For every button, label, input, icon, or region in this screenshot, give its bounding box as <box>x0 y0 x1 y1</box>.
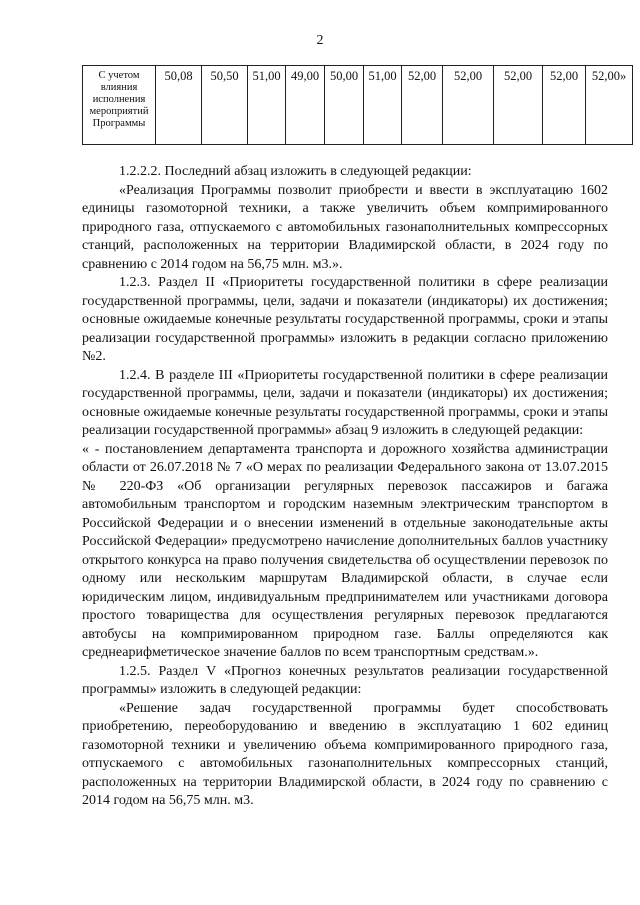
table-cell: 50,00 <box>325 66 364 145</box>
document-body <box>82 163 608 811</box>
table-cell: 52,00» <box>586 66 633 145</box>
paragraph-quote-resolution: « - постановлением департамента транспорта и дорожного хозяйства администрации области от 26.07.2018 № 7 «О мерах по реализации Федерального закона от 13.07.2015 № 220-ФЗ «Об организации регулярных перевозок пассажиров и багажа автомобильным транспортом и городским наземным электрическим транспортом в Российской Федерации и о внесении изменений в отдельные законодательные акты Российской Федерации» предусмотрено начисление дополнительных баллов участнику открытого конкурса на право получения свидетельства об осуществлении перевозок по одному или нескольким маршрутам Владимирской области, в случае если юридическим лицом, индивидуальным предпринимателем или участниками договора простого товарищества для осуществления регулярных перевозок предлагаются автобусы на компримированном природном газе. Баллы определяются как среднеарифметическое значение баллов по всем транспортным средствам.». <box>82 441 608 660</box>
paragraph-item-1-2-4: 1.2.4. В разделе III «Приоритеты государственной политики в сфере реализации государственной программы, цели, задачи и показатели (индикаторы) их достижения; основные ожидаемые конечные результаты государственной программы, сроки и этапы реализации государственной программы» абзац 9 изложить в следующей редакции: <box>82 367 608 438</box>
table-cell: 50,50 <box>202 66 248 145</box>
table-cell: 51,00 <box>248 66 286 145</box>
table-row <box>83 66 633 145</box>
paragraph-quote-forecast: «Решение задач государственной программы будет способствовать приобретению, переоборудованию и введению в эксплуатацию 1 602 единиц газомоторной техники и увеличению объема компримированного природного газа, отпускаемого с автомобильных газонаполнительных компрессорных станций, расположенных на территории Владимирской области, в 2024 году по сравнению с 2014 годом на 56,75 млн. м3. <box>82 700 608 808</box>
table-cell: 50,08 <box>156 66 202 145</box>
table-row-label: С учетом влияния исполнения мероприятий Программы <box>83 66 156 145</box>
table-cell: 52,00 <box>402 66 443 145</box>
paragraph-item-1-2-3: 1.2.3. Раздел II «Приоритеты государственной политики в сфере реализации государственной программы, цели, задачи и показатели (индикаторы) их достижения; основные ожидаемые конечные результаты государственной программы, сроки и этапы реализации государственной программы» изложить в редакции согласно приложению №2. <box>82 275 608 364</box>
table-cell: 52,00 <box>494 66 543 145</box>
table-cell: 52,00 <box>543 66 586 145</box>
table-cell: 49,00 <box>286 66 325 145</box>
paragraph-item-1-2-2-2: 1.2.2.2. Последний абзац изложить в следующей редакции: <box>119 164 472 179</box>
table-cell: 52,00 <box>443 66 494 145</box>
paragraph-quote-program-result: «Реализация Программы позволит приобрести и ввести в эксплуатацию 1602 единицы газомоторной техники, а также увеличить объем компримированного природного газа, отпускаемого с автомобильных газонаполнительных компрессорных станций, расположенных на территории Владимирской области, в 2024 году по сравнению с 2014 годом на 56,75 млн. м3.». <box>82 182 608 272</box>
indicator-table <box>82 65 633 145</box>
page-number: 2 <box>316 33 324 48</box>
paragraph-item-1-2-5: 1.2.5. Раздел V «Прогноз конечных результатов реализации государственной программы» изложить в следующей редакции: <box>82 663 608 697</box>
table-cell: 51,00 <box>364 66 402 145</box>
